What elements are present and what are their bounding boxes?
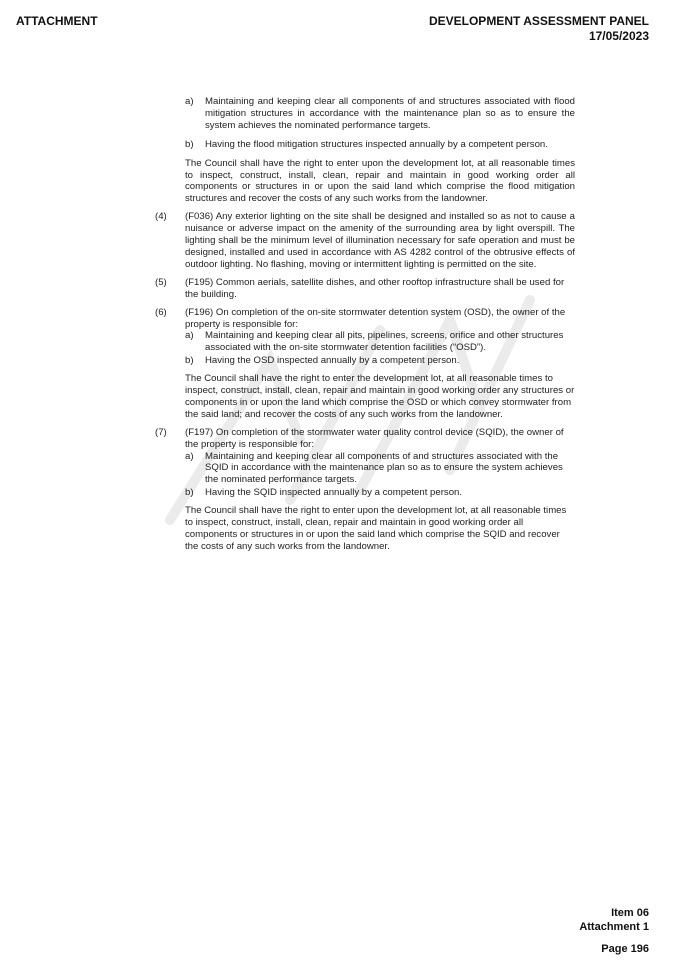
list-text: Having the SQID inspected annually by a competent person. <box>205 487 463 499</box>
condition-5 <box>155 277 575 301</box>
condition-paragraph: The Council shall have the right to enter the development lot, at all reasonable times to inspect, construct, install, clean, repair and maintain in good working order any structures or components in or upon the land which comprise the OSD or which convey stormwater from the said land; and recover the costs of any such works from the landowner. <box>185 373 575 420</box>
condition-number: (7) <box>155 426 167 438</box>
condition-number: (6) <box>155 306 167 318</box>
condition-4 <box>155 211 575 271</box>
header-date: 17/05/2023 <box>588 29 649 43</box>
condition-lead: (F196) On completion of the on-site stormwater detention system (OSD), the owner of the property is responsible for: <box>185 306 566 330</box>
condition-paragraph: The Council shall have the right to enter upon the development lot, at all reasonable times to inspect, construct, install, clean, repair and maintain in good working order all components or structures in or upon the said land which comprise the SQID and recover the costs of any such works from the landowner. <box>185 505 567 552</box>
list-marker: b) <box>185 138 194 150</box>
footer-item: Item 06 <box>611 907 649 919</box>
list-marker: a) <box>185 330 194 342</box>
list-marker: b) <box>185 487 194 499</box>
condition-text: (F195) Common aerials, satellite dishes, and other rooftop infrastructure shall be used for the building. <box>185 276 565 300</box>
list-item <box>185 139 575 151</box>
document-body <box>155 96 575 559</box>
list-item <box>185 96 575 132</box>
condition-7 <box>155 427 575 553</box>
header-attachment-label: ATTACHMENT <box>16 14 98 28</box>
condition-6 <box>155 307 575 421</box>
list-text: Maintaining and keeping clear all components of and structures associated with flood mitigation structures in accordance with the maintenance plan so as to ensure the system achieves the nominated performance targets. <box>205 96 575 131</box>
header-panel-title: DEVELOPMENT ASSESSMENT PANEL <box>428 14 649 28</box>
council-rights-paragraph: The Council shall have the right to enter upon the development lot, at all reasonable times to inspect, construct, install, clean, repair and maintain in good working order all components or structures in or upon the said land which comprise the flood mitigation structures and recover the costs of any such works from the landowner. <box>185 157 575 205</box>
footer-item-info <box>579 906 649 934</box>
condition-lead: (F197) On completion of the stormwater water quality control device (SQID), the owner of the property is responsible for: <box>185 426 564 450</box>
footer-page-number: Page 196 <box>601 943 649 955</box>
list-marker: b) <box>185 355 194 367</box>
condition-number: (4) <box>155 211 167 223</box>
list-item <box>185 330 575 354</box>
list-text: Having the flood mitigation structures inspected annually by a competent person. <box>205 138 548 150</box>
header-panel-info <box>429 14 649 44</box>
list-item <box>185 487 575 499</box>
list-item <box>185 355 575 367</box>
condition-number: (5) <box>155 276 167 288</box>
list-marker: a) <box>185 96 194 107</box>
condition-text: (F036) Any exterior lighting on the site shall be designed and installed so as not to cause a nuisance or adverse impact on the amenity of the surrounding area by light overspill. The lighting shall be the minimum level of illumination necessary for safe operation and must be designed, installed and used in accordance with AS 4282 control of the obtrusive effects of outdoor lighting. No flashing, moving or intermittent lighting is permitted on the site. <box>185 211 575 270</box>
intro-block <box>185 96 575 205</box>
list-text: Having the OSD inspected annually by a competent person. <box>205 355 460 367</box>
list-text: Maintaining and keeping clear all components of and structures associated with the SQID in accordance with the maintenance plan so as to ensure the system achieves the nominated performance targets. <box>205 450 563 486</box>
footer-attachment: Attachment 1 <box>579 921 649 933</box>
list-text: Maintaining and keeping clear all pits, pipelines, screens, orifice and other structures associated with the on-site stormwater detention facilities (“OSD”). <box>205 330 564 354</box>
list-item <box>185 451 575 487</box>
list-marker: a) <box>185 450 194 462</box>
